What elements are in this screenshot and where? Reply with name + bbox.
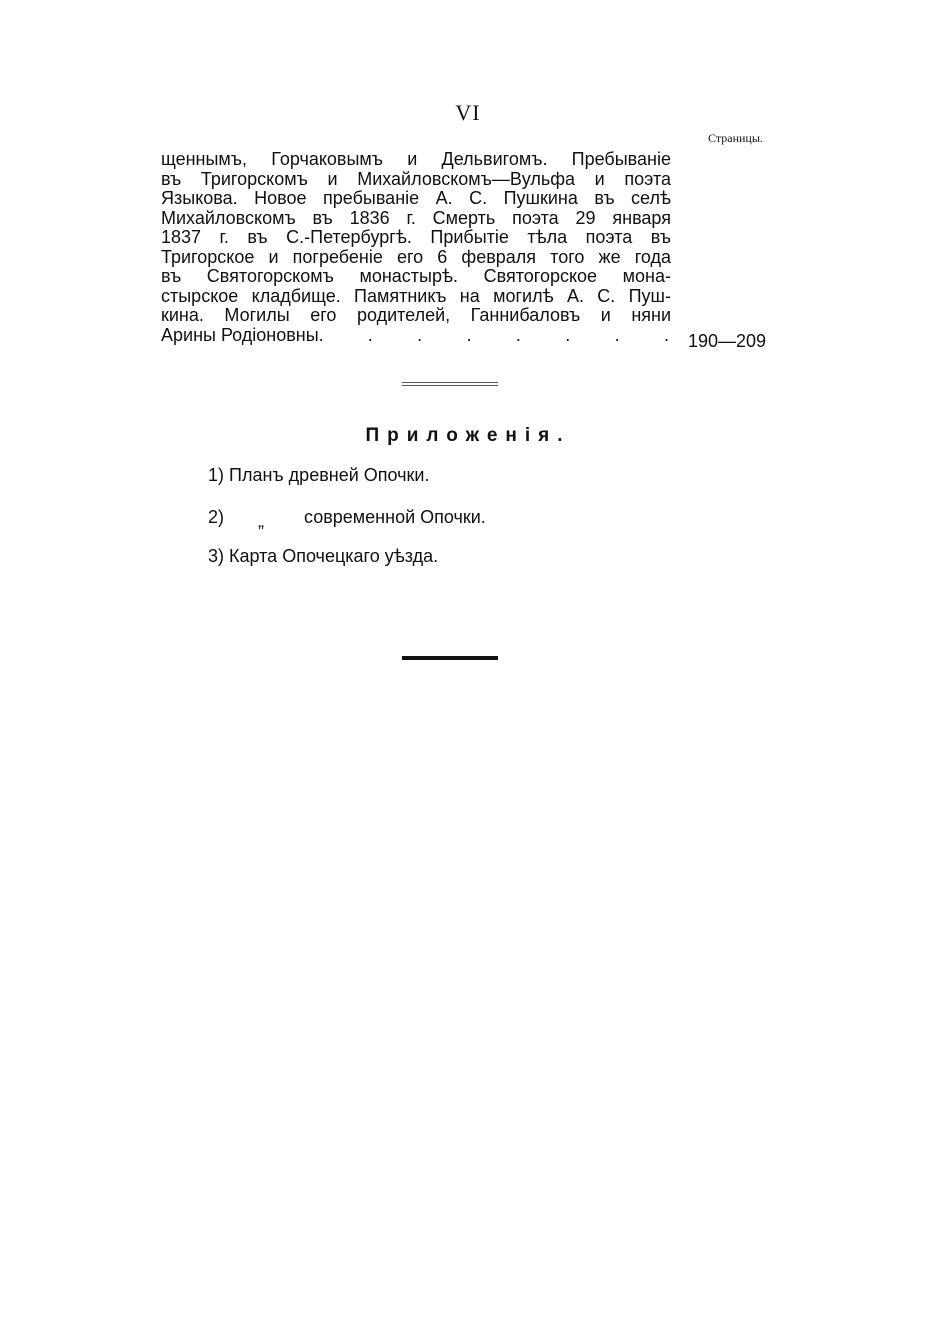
toc-line: Языкова. Новое пребываніе А. С. Пушкина въ селѣ <box>161 188 671 208</box>
leader-dot: . <box>565 324 571 345</box>
leader-dots <box>324 326 671 346</box>
toc-line: кина. Могилы его родителей, Ганнибаловъ и няни <box>161 305 671 325</box>
leader-dot: . <box>466 324 472 345</box>
toc-entry-text <box>161 150 671 345</box>
leader-dot: . <box>515 324 521 345</box>
toc-last-line <box>161 326 671 346</box>
toc-line: въ Святогорскомъ монастырѣ. Святогорское мона- <box>161 266 671 286</box>
ditto-mark: „ <box>258 511 264 531</box>
appendix-item <box>208 465 429 486</box>
appendix-item-number: 2) <box>208 507 225 527</box>
leader-dot: . <box>663 324 669 345</box>
appendix-item-text: Карта Опочецкаго уѣзда. <box>229 546 439 566</box>
end-rule-divider <box>402 656 498 660</box>
toc-line: 1837 г. въ С.-Петербургѣ. Прибытіе тѣла поэта въ <box>161 227 671 247</box>
toc-line: въ Тригорскомъ и Михайловскомъ—Вульфа и поэта <box>161 168 671 189</box>
toc-line: Михайловскомъ въ 1836 г. Смерть поэта 29 января <box>161 207 671 228</box>
double-rule-divider <box>402 382 498 386</box>
leader-dot: . <box>367 324 373 345</box>
toc-line: щеннымъ, Горчаковымъ и Дельвигомъ. Пребываніе <box>161 149 671 169</box>
leader-dot: . <box>417 324 423 345</box>
appendix-item <box>208 507 486 531</box>
leader-dot: . <box>614 324 620 345</box>
appendix-item-number: 1) <box>208 465 225 485</box>
page-number: VI <box>455 100 481 125</box>
divider-line <box>402 382 498 383</box>
toc-line: Тригорское и погребеніе его 6 февраля того же года <box>161 246 671 267</box>
toc-last-line-text: Арины Родіоновны. <box>161 324 324 345</box>
appendix-heading: Приложенія. <box>365 425 571 446</box>
appendix-item-text: Планъ древней Опочки. <box>229 465 430 485</box>
divider-line <box>402 385 498 386</box>
toc-page-range: 190—209 <box>688 331 767 351</box>
appendix-item-text: современной Опочки. <box>304 507 486 527</box>
pages-column-header: Страницы. <box>708 131 763 145</box>
toc-line: стырское кладбище. Памятникъ на могилѣ А. С. Пуш- <box>161 285 671 306</box>
appendix-item-number: 3) <box>208 546 225 566</box>
appendix-item <box>208 546 438 567</box>
